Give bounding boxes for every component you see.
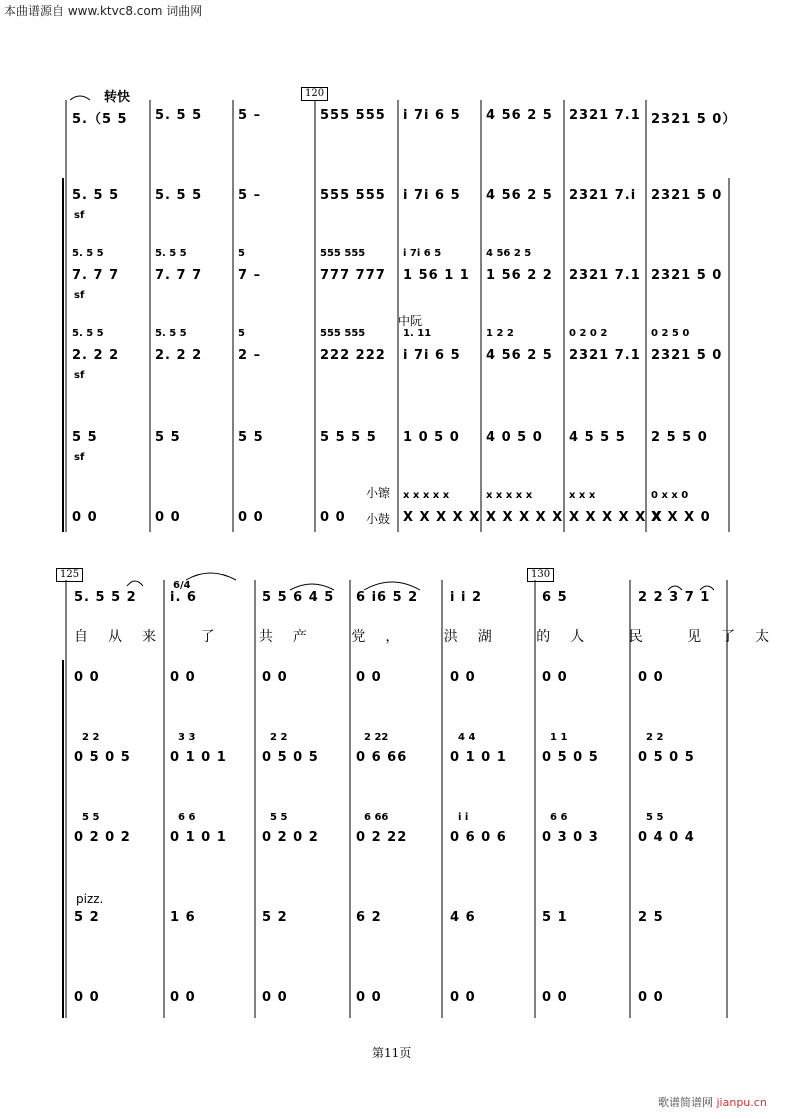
note-cell: 5.（5 5 <box>72 112 128 127</box>
note-cell: 0 0 <box>320 510 346 525</box>
upper-note-cell: i 7i 6 5 <box>403 248 442 259</box>
rehearsal-mark-130: 130 <box>527 568 554 582</box>
note-cell: X X X X X <box>486 510 564 525</box>
note-cell: 2321 7.1 <box>569 108 641 123</box>
instrument-label: 中阮 <box>398 314 423 328</box>
note-cell: 0 5 0 5 <box>638 750 695 765</box>
note-cell: 0 0 <box>72 510 98 525</box>
watermark <box>658 1094 767 1110</box>
upper-note-cell: 5. 5 5 <box>72 248 104 259</box>
upper-note-cell: 0 x x 0 <box>651 490 689 501</box>
note-cell: 0 0 <box>155 510 181 525</box>
note-cell: 0 0 <box>638 670 664 685</box>
note-cell: 5 1 <box>542 910 568 925</box>
note-cell: 2321 5 0 <box>651 268 723 283</box>
note-cell: 7 – <box>238 268 262 283</box>
tempo-marking: 转快 <box>104 90 131 105</box>
note-cell: 0 0 <box>74 670 100 685</box>
watermark-url: jianpu.cn <box>716 1096 767 1109</box>
upper-note-cell: 555 555 <box>320 248 366 259</box>
upper-note-cell: 555 555 <box>320 328 366 339</box>
note-cell: 0 0 <box>262 990 288 1005</box>
note-cell: 0 1 0 1 <box>170 750 227 765</box>
note-cell: X X X 0 <box>651 510 711 525</box>
upper-note-cell: 6 6 <box>550 812 568 823</box>
note-cell: 0 0 <box>74 990 100 1005</box>
note-cell: i 7i 6 5 <box>403 188 461 203</box>
note-cell: 2 5 <box>638 910 664 925</box>
note-cell: 5 5 <box>155 430 181 445</box>
note-cell: 5. 5 5 <box>155 188 203 203</box>
note-cell: 0 1 0 1 <box>450 750 507 765</box>
upper-note-cell: 5. 5 5 <box>155 328 187 339</box>
upper-note-cell: 4 56 2 5 <box>486 248 532 259</box>
note-cell: 5 5 <box>238 430 264 445</box>
upper-note-cell: 3 3 <box>178 732 196 743</box>
melody-cell: i. 6 <box>170 590 197 605</box>
note-cell: 0 0 <box>238 510 264 525</box>
rehearsal-mark-120: 120 <box>301 87 328 101</box>
upper-note-cell: 2 2 <box>646 732 664 743</box>
upper-note-cell: x x x x x <box>486 490 533 501</box>
upper-note-cell: 5. 5 5 <box>72 328 104 339</box>
upper-note-cell: 5 5 <box>270 812 288 823</box>
note-cell: 555 555 <box>320 108 386 123</box>
dynamic-mark: sf <box>74 290 85 301</box>
upper-note-cell: 4 4 <box>458 732 476 743</box>
upper-note-cell: 2 22 <box>364 732 389 743</box>
page-number: 第11页 <box>372 1046 412 1060</box>
note-cell: 5 – <box>238 108 262 123</box>
melody-cell: i i 2 <box>450 590 483 605</box>
note-cell: 0 0 <box>450 990 476 1005</box>
note-cell: i 7i 6 5 <box>403 108 461 123</box>
melody-cell: 6 i6 5 2 <box>356 590 419 605</box>
melody-cell: 5 5 6 4 5 <box>262 590 335 605</box>
note-cell: 0 3 0 3 <box>542 830 599 845</box>
note-cell: 555 555 <box>320 188 386 203</box>
note-cell: 5 5 5 5 <box>320 430 377 445</box>
playing-technique-label: pizz. <box>76 892 104 906</box>
note-cell: 0 6 66 <box>356 750 408 765</box>
upper-note-cell: x x x <box>569 490 596 501</box>
upper-note-cell: 6 6 <box>178 812 196 823</box>
note-cell: 5. 5 5 <box>72 188 120 203</box>
note-cell: 0 2 0 2 <box>262 830 319 845</box>
note-cell: 2 5 5 0 <box>651 430 708 445</box>
note-cell: 2 – <box>238 348 262 363</box>
note-cell: 5 2 <box>74 910 100 925</box>
note-cell: 5 2 <box>262 910 288 925</box>
upper-note-cell: i i <box>458 812 469 823</box>
upper-note-cell: 1 2 2 <box>486 328 514 339</box>
note-cell: X X X X X X <box>569 510 663 525</box>
note-cell: 0 1 0 1 <box>170 830 227 845</box>
note-cell: 2321 7.1 <box>569 348 641 363</box>
note-cell: 0 0 <box>262 670 288 685</box>
note-cell: 1 56 1 1 <box>403 268 470 283</box>
note-cell: 7. 7 7 <box>72 268 120 283</box>
note-cell: 4 6 <box>450 910 476 925</box>
note-cell: 0 4 0 4 <box>638 830 695 845</box>
note-cell: 4 0 5 0 <box>486 430 543 445</box>
upper-note-cell: 1. 11 <box>403 328 432 339</box>
note-cell: 0 5 0 5 <box>542 750 599 765</box>
note-cell: 0 5 0 5 <box>74 750 131 765</box>
watermark-prefix: 歌谱简谱网 <box>658 1096 713 1109</box>
note-cell: 0 0 <box>356 990 382 1005</box>
upper-note-cell: 1 1 <box>550 732 568 743</box>
upper-note-cell: 6 66 <box>364 812 389 823</box>
note-cell: 5. 5 5 <box>155 108 203 123</box>
upper-note-cell: 2 2 <box>82 732 100 743</box>
note-cell: 0 0 <box>170 670 196 685</box>
note-cell: 6 2 <box>356 910 382 925</box>
note-cell: 5 5 <box>72 430 98 445</box>
note-cell: 0 0 <box>638 990 664 1005</box>
rehearsal-mark-125: 125 <box>56 568 83 582</box>
note-cell: 4 56 2 5 <box>486 188 553 203</box>
time-signature: 6/4 <box>173 580 191 591</box>
upper-note-cell: 2 2 <box>270 732 288 743</box>
note-cell: X X X X X <box>403 510 481 525</box>
note-cell: 7. 7 7 <box>155 268 203 283</box>
upper-note-cell: 0 2 5 0 <box>651 328 690 339</box>
upper-note-cell: 5. 5 5 <box>155 248 187 259</box>
note-cell: 1 56 2 2 <box>486 268 553 283</box>
upper-note-cell: 5 <box>238 328 245 339</box>
note-cell: 0 0 <box>450 670 476 685</box>
note-cell: 0 0 <box>542 670 568 685</box>
note-cell: 0 0 <box>170 990 196 1005</box>
note-cell: 4 56 2 5 <box>486 108 553 123</box>
upper-note-cell: 5 5 <box>82 812 100 823</box>
note-cell: 2. 2 2 <box>155 348 203 363</box>
note-cell: 0 0 <box>356 670 382 685</box>
dynamic-mark: sf <box>74 452 85 463</box>
note-cell: 2321 7.i <box>569 188 637 203</box>
instrument-label: 小鼓 <box>366 512 391 526</box>
melody-cell: 5. 5 5 2 <box>74 590 137 605</box>
note-cell: 4 5 5 5 <box>569 430 626 445</box>
upper-note-cell: 5 <box>238 248 245 259</box>
dynamic-mark: sf <box>74 370 85 381</box>
upper-note-cell: 0 2 0 2 <box>569 328 608 339</box>
note-cell: 2321 5 0 <box>651 348 723 363</box>
note-cell: 2321 5 0 <box>651 188 723 203</box>
note-cell: 222 222 <box>320 348 386 363</box>
note-cell: 0 5 0 5 <box>262 750 319 765</box>
note-cell: 5 – <box>238 188 262 203</box>
melody-cell: 2 2 3 7 1 <box>638 590 711 605</box>
dynamic-mark: sf <box>74 210 85 221</box>
note-cell: 2321 5 0） <box>651 112 737 127</box>
note-cell: 2. 2 2 <box>72 348 120 363</box>
melody-cell: 6 5 <box>542 590 568 605</box>
note-cell: 1 6 <box>170 910 196 925</box>
upper-note-cell: x x x x x <box>403 490 450 501</box>
note-cell: 0 2 22 <box>356 830 408 845</box>
note-cell: 777 777 <box>320 268 386 283</box>
note-cell: i 7i 6 5 <box>403 348 461 363</box>
note-cell: 0 6 0 6 <box>450 830 507 845</box>
source-header: 本曲谱源自 www.ktvc8.com 词曲网 <box>4 4 203 18</box>
note-cell: 0 2 0 2 <box>74 830 131 845</box>
note-cell: 2321 7.1 <box>569 268 641 283</box>
note-cell: 0 0 <box>542 990 568 1005</box>
lyrics-line: 自从来 了 共产 党， 洪湖 的人 民 见了太 <box>74 629 790 645</box>
instrument-label: 小镲 <box>366 486 391 500</box>
note-cell: 1 0 5 0 <box>403 430 460 445</box>
upper-note-cell: 5 5 <box>646 812 664 823</box>
note-cell: 4 56 2 5 <box>486 348 553 363</box>
